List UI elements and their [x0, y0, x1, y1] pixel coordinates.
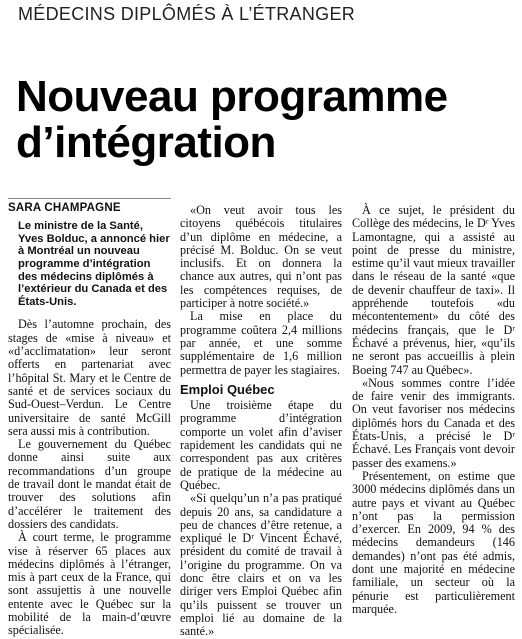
article-column-2 — [180, 204, 342, 639]
paragraph: À court terme, le programme vise à réserver 65 places aux médecins diplômés à l’étranger, mis à part ceux de la France, qui sont assujettis à une nouvelle entente avec le Québec sur la mobilité de la main-d’œuvre spécialisée. — [8, 530, 171, 638]
article-lede: Le ministre de la Santé, Yves Bolduc, a annoncé hier à Montréal un nouveau programme d’intégration des médecins diplômés à l’extérieur du Canada et des États-Unis. — [18, 220, 170, 308]
article-headline — [16, 74, 516, 166]
headline-line-2: d’intégration — [16, 118, 276, 167]
subhead: Emploi Québec — [180, 381, 275, 397]
paragraph: Dès l’automne prochain, des stages de «mise à niveau» et «d’acclimatation» leur seront offerts en partenariat avec l’hôpital St. Mary et le Centre de santé et de services sociaux du Sud-Ouest–Verdun. Le Centre universitaire de santé McGill sera aussi mis à contribution. — [8, 317, 171, 438]
article-column-1 — [8, 198, 171, 638]
paragraph: À ce sujet, le président du Collège des médecins, le Dʳ Yves Lamontagne, qui a assisté au point de presse du ministre, estime qu’il vaut mieux travailler dans le réseau de la santé «que de devenir chauffeur de taxi». Il appréhende toutefois «du mécontentement» du côté des médecins français, que le Dʳ Échavé a prévenus, hier, «qu’ils ne seront pas accueillis à plein Boeing 747 au Québec». — [352, 203, 515, 377]
paragraph: Une troisième étape du programme d’intégration comporte un volet afin d’aviser rapidement les candidats qui ne correspondent pas aux critères de pratique de la médecine au Québec. — [180, 398, 342, 492]
article-column-3 — [352, 204, 515, 616]
paragraph: Présentement, on estime que 3000 médecins diplômés dans un autre pays et vivant au Québec n’ont pas la permission d’exercer. En 2009, 94 % des médecins demandeurs (146 demandes) n’ont pas été admis, dont une majorité en médecine familiale, un secteur où la pénurie est particulièrement marquée. — [352, 468, 515, 616]
section-kicker: MÉDECINS DIPLÔMÉS À L’ÉTRANGER — [18, 4, 356, 24]
paragraph: «Si quelqu’un n’a pas pratiqué depuis 20 ans, sa candidature a peu de chances d’être retenue, a expliqué le Dʳ Vincent Échavé, président du comité de travail à l’origine du programme. On va donc être clairs et on va les diriger vers Emploi Québec afin qu’ils puissent se trouver un emploi lié au domaine de la santé.» — [180, 491, 342, 639]
paragraph: «On veut avoir tous les citoyens québécois titulaires d’un diplôme en médecine, a précisé M. Bolduc. On se veut inclusifs. Et on donnera la chance aux autres, qui n’ont pas les compétences requises, de participer à notre société.» — [180, 203, 342, 311]
byline: SARA CHAMPAGNE — [8, 198, 171, 215]
headline-line-1: Nouveau programme — [16, 72, 448, 121]
paragraph: Le gouvernement du Québec donne ainsi suite aux recommandations d’un groupe de travail dont le mandat était de trouver des solutions afin d’accélérer le traitement des dossiers des candidats. — [8, 437, 171, 531]
paragraph: «Nous sommes contre l’idée de faire venir des immigrants. On veut favoriser nos médecins diplômés hors du Canada et des États-Unis, a précisé le Dʳ Échavé. Les Français vont devoir passer des examens.» — [352, 375, 515, 470]
paragraph: La mise en place du programme coûtera 2,4 millions par année, et une somme supplémentaire de 1,6 million permettra de payer les stagiaires. — [180, 309, 342, 377]
